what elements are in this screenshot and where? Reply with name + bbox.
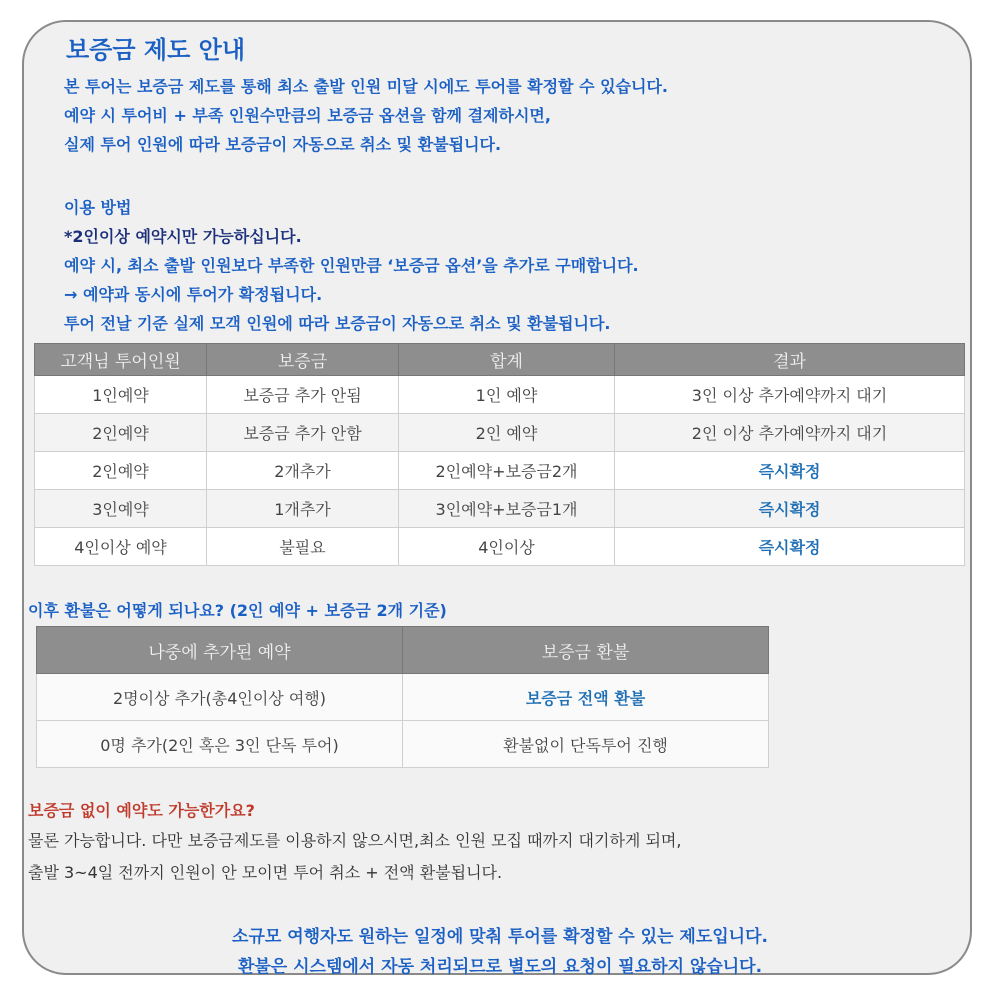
refund-table [36, 626, 769, 768]
table-cell: 2인예약 [35, 452, 207, 490]
instant-confirm-cell: 즉시확정 [615, 490, 965, 528]
header-added-booking: 나중에 추가된 예약 [37, 627, 403, 674]
usage-heading: 이용 방법 [64, 198, 132, 217]
header-tour-people: 고객님 투어인원 [35, 344, 207, 376]
table-cell: 2개추가 [207, 452, 399, 490]
table-row [35, 376, 965, 414]
instant-confirm-cell: 즉시확정 [615, 528, 965, 566]
table-header-row [35, 344, 965, 376]
table-cell: 3인 이상 추가예약까지 대기 [615, 376, 965, 414]
table-cell: 3인예약 [35, 490, 207, 528]
table-cell: 2인예약 [35, 414, 207, 452]
table-cell: 2인 예약 [399, 414, 615, 452]
page-title: 보증금 제도 안내 [66, 36, 245, 64]
table-cell: 환불없이 단독투어 진행 [403, 721, 769, 768]
header-total: 합계 [399, 344, 615, 376]
table-header-row [37, 627, 769, 674]
table-cell: 불필요 [207, 528, 399, 566]
full-refund-cell: 보증금 전액 환불 [403, 674, 769, 721]
refund-section-title: 이후 환불은 어떻게 되나요? (2인 예약 + 보증금 2개 기준) [28, 601, 447, 620]
closing-line-2: 환불은 시스템에서 자동 처리되므로 별도의 요청이 필요하지 않습니다. [237, 957, 763, 977]
header-deposit-refund: 보증금 환불 [403, 627, 769, 674]
table-cell: 2명이상 추가(총4인이상 여행) [37, 674, 403, 721]
intro-line-3: 실제 투어 인원에 따라 보증금이 자동으로 취소 및 환불됩니다. [64, 135, 502, 154]
instant-confirm-cell: 즉시확정 [615, 452, 965, 490]
usage-step-1: 예약 시, 최소 출발 인원보다 부족한 인원만큼 ‘보증금 옵션’을 추가로 구매합니다. [64, 256, 639, 275]
table-cell: 3인예약+보증금1개 [399, 490, 615, 528]
table-cell: 4인이상 [399, 528, 615, 566]
table-cell: 1인 예약 [399, 376, 615, 414]
table-cell: 보증금 추가 안함 [207, 414, 399, 452]
faq-question: 보증금 없이 예약도 가능한가요? [28, 801, 255, 820]
header-deposit: 보증금 [207, 344, 399, 376]
table-row [35, 452, 965, 490]
table-row [35, 490, 965, 528]
table-cell: 1개추가 [207, 490, 399, 528]
table-cell: 4인이상 예약 [35, 528, 207, 566]
header-result: 결과 [615, 344, 965, 376]
usage-step-2: → 예약과 동시에 투어가 확정됩니다. [64, 285, 323, 304]
deposit-table [34, 343, 965, 566]
usage-note: *2인이상 예약시만 가능하십니다. [64, 227, 302, 246]
table-cell: 0명 추가(2인 혹은 3인 단독 투어) [37, 721, 403, 768]
table-row [37, 674, 769, 721]
intro-line-1: 본 투어는 보증금 제도를 통해 최소 출발 인원 미달 시에도 투어를 확정할 수 있습니다. [64, 77, 668, 96]
table-cell: 1인예약 [35, 376, 207, 414]
closing-line-1: 소규모 여행자도 원하는 일정에 맞춰 투어를 확정할 수 있는 제도입니다. [232, 927, 768, 947]
usage-step-3: 투어 전날 기준 실제 모객 인원에 따라 보증금이 자동으로 취소 및 환불됩니다. [64, 314, 611, 333]
table-row [37, 721, 769, 768]
faq-answer-line-2: 출발 3~4일 전까지 인원이 안 모이면 투어 취소 + 전액 환불됩니다. [28, 863, 503, 882]
table-cell: 2인 이상 추가예약까지 대기 [615, 414, 965, 452]
table-cell: 보증금 추가 안됨 [207, 376, 399, 414]
table-row [35, 528, 965, 566]
intro-line-2: 예약 시 투어비 + 부족 인원수만큼의 보증금 옵션을 함께 결제하시면, [64, 106, 551, 125]
table-row [35, 414, 965, 452]
faq-answer-line-1: 물론 가능합니다. 다만 보증금제도를 이용하지 않으시면,최소 인원 모집 때까지 대기하게 되며, [28, 831, 682, 850]
table-cell: 2인예약+보증금2개 [399, 452, 615, 490]
